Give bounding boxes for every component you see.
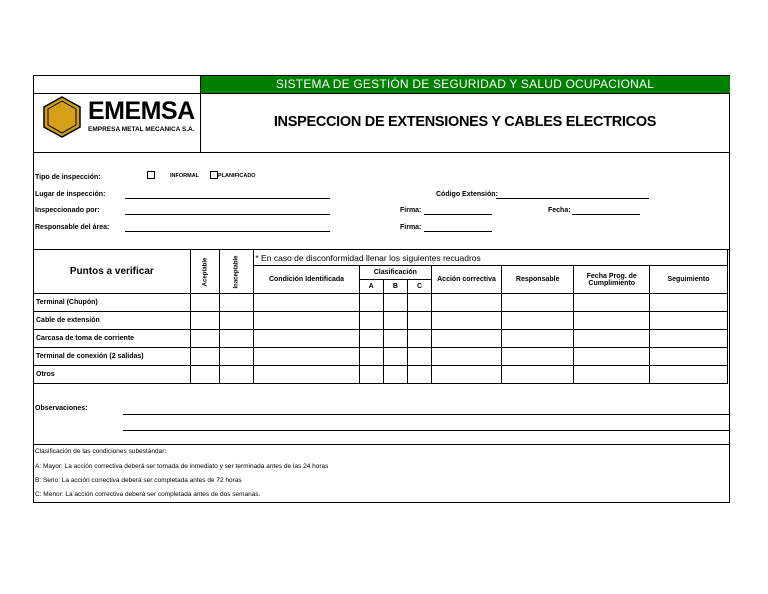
disconformity-note: * En caso de disconformidad llenar los siguientes recuadros xyxy=(254,250,728,266)
cell[interactable] xyxy=(254,312,359,330)
cell[interactable] xyxy=(383,366,407,384)
accion-header: Acción correctiva xyxy=(432,266,502,294)
cell[interactable] xyxy=(432,330,502,348)
codigo-field[interactable] xyxy=(496,198,649,199)
inspection-table xyxy=(33,249,728,384)
observaciones-line[interactable] xyxy=(123,414,729,415)
firma2-label: Firma: xyxy=(400,224,422,231)
cell[interactable] xyxy=(432,348,502,366)
row-label: Cable de extensión xyxy=(34,312,191,330)
cell[interactable] xyxy=(407,330,431,348)
inspection-form xyxy=(33,75,730,503)
cell[interactable] xyxy=(190,366,220,384)
cell[interactable] xyxy=(190,294,220,312)
cell[interactable] xyxy=(650,348,728,366)
cell[interactable] xyxy=(650,330,728,348)
cell[interactable] xyxy=(574,294,650,312)
aceptable-header: Aceptable xyxy=(190,250,220,294)
cell[interactable] xyxy=(254,294,359,312)
lugar-field[interactable] xyxy=(125,198,330,199)
cell[interactable] xyxy=(220,312,254,330)
firma2-field[interactable] xyxy=(424,231,492,232)
cell[interactable] xyxy=(359,330,383,348)
table-row xyxy=(34,294,728,312)
cell[interactable] xyxy=(407,348,431,366)
puntos-header: Puntos a verificar xyxy=(34,250,191,294)
cell[interactable] xyxy=(650,294,728,312)
cell[interactable] xyxy=(383,330,407,348)
observaciones-line[interactable] xyxy=(123,430,729,431)
inspeccionado-label: Inspeccionado por: xyxy=(35,207,100,214)
cell[interactable] xyxy=(574,348,650,366)
responsable-field[interactable] xyxy=(125,231,330,232)
document-title: INSPECCION DE EXTENSIONES Y CABLES ELECTRICOS xyxy=(273,114,657,130)
footer-class-b: B: Serio: La acción correctiva deberá ser completada antes de 72 horas xyxy=(35,477,242,484)
footer-class-c: C: Menor: La acción correctiva deberá ser completada antes de dos semanas. xyxy=(35,491,261,498)
cell[interactable] xyxy=(407,366,431,384)
logo-name: EMEMSA xyxy=(88,97,195,125)
responsable-label: Responsable del área: xyxy=(35,224,110,231)
logo-subtitle: EMPRESA METAL MECANICA S.A. xyxy=(88,126,195,133)
cell[interactable] xyxy=(190,348,220,366)
firma1-field[interactable] xyxy=(424,214,492,215)
planificado-label: PLANIFICADO xyxy=(218,173,256,179)
planificado-checkbox[interactable] xyxy=(210,171,218,179)
row-label: Otros xyxy=(34,366,191,384)
cell[interactable] xyxy=(220,348,254,366)
cell[interactable] xyxy=(574,366,650,384)
cell[interactable] xyxy=(220,294,254,312)
cell[interactable] xyxy=(407,312,431,330)
row-label: Terminal de conexión (2 salidas) xyxy=(34,348,191,366)
system-banner: SISTEMA DE GESTIÓN DE SEGURIDAD Y SALUD OCUPACIONAL xyxy=(200,76,730,93)
cell[interactable] xyxy=(220,366,254,384)
cell[interactable] xyxy=(359,312,383,330)
divider xyxy=(34,444,729,445)
cell[interactable] xyxy=(574,330,650,348)
cell[interactable] xyxy=(383,294,407,312)
cell[interactable] xyxy=(359,366,383,384)
cell[interactable] xyxy=(254,366,359,384)
cell[interactable] xyxy=(407,294,431,312)
row-label: Terminal (Chupón) xyxy=(34,294,191,312)
company-logo xyxy=(40,96,200,138)
footer-class-a: A: Mayor: La acción correctiva deberá ser tomada de inmediato y ser terminada antes de las 24 horas xyxy=(35,463,329,470)
cell[interactable] xyxy=(432,312,502,330)
cell[interactable] xyxy=(190,312,220,330)
cell[interactable] xyxy=(190,330,220,348)
seguimiento-header: Seguimiento xyxy=(650,266,728,294)
informal-label: INFORMAL xyxy=(170,173,200,179)
inaceptable-header: Inaceptable xyxy=(220,250,254,294)
class-c-header: C xyxy=(407,280,431,294)
informal-checkbox[interactable] xyxy=(147,171,155,179)
logo-hexagon-icon xyxy=(42,96,82,138)
cell[interactable] xyxy=(383,312,407,330)
table-row xyxy=(34,348,728,366)
table-row xyxy=(34,312,728,330)
cell[interactable] xyxy=(359,294,383,312)
cell[interactable] xyxy=(501,348,574,366)
tipo-label: Tipo de inspección: xyxy=(35,174,101,181)
inspeccionado-field[interactable] xyxy=(125,214,330,215)
cell[interactable] xyxy=(574,312,650,330)
cell[interactable] xyxy=(650,366,728,384)
cell[interactable] xyxy=(650,312,728,330)
lugar-label: Lugar de inspección: xyxy=(35,191,106,198)
clasificacion-header: Clasificación xyxy=(359,266,431,280)
class-a-header: A xyxy=(359,280,383,294)
divider xyxy=(34,152,729,153)
divider xyxy=(34,93,729,94)
fecha-prog-header: Fecha Prog. de Cumplimiento xyxy=(574,266,650,294)
class-b-header: B xyxy=(383,280,407,294)
cell[interactable] xyxy=(501,312,574,330)
cell[interactable] xyxy=(432,294,502,312)
cell[interactable] xyxy=(359,348,383,366)
cell[interactable] xyxy=(383,348,407,366)
cell[interactable] xyxy=(501,366,574,384)
codigo-label: Código Extensión: xyxy=(436,191,498,198)
divider xyxy=(200,76,201,152)
firma1-label: Firma: xyxy=(400,207,422,214)
table-row xyxy=(34,330,728,348)
cell[interactable] xyxy=(254,348,359,366)
fecha-field[interactable] xyxy=(572,214,640,215)
footer-heading: Clasificación de las condiciones subestándar: xyxy=(35,448,167,455)
cell[interactable] xyxy=(501,330,574,348)
cell[interactable] xyxy=(501,294,574,312)
table-row xyxy=(34,366,728,384)
row-label: Carcasa de toma de corriente xyxy=(34,330,191,348)
cell[interactable] xyxy=(254,330,359,348)
condicion-header: Condición Identificada xyxy=(254,266,359,294)
responsable-header: Responsable xyxy=(501,266,574,294)
observaciones-label: Observaciones: xyxy=(35,405,88,412)
fecha-label: Fecha: xyxy=(548,207,571,214)
cell[interactable] xyxy=(432,366,502,384)
cell[interactable] xyxy=(220,330,254,348)
